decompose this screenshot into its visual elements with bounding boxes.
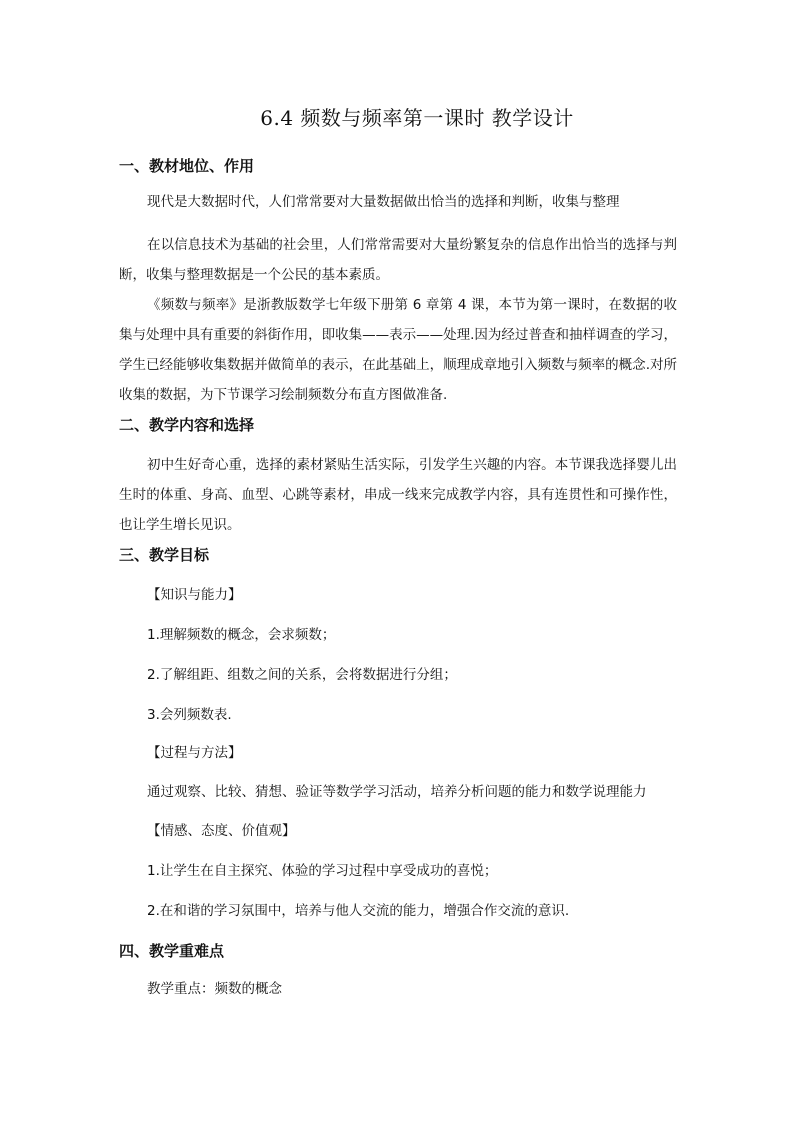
section-heading-3: 三、教学目标 (119, 546, 210, 564)
objective-line-5: 【过程与方法】 (147, 745, 242, 761)
objective-line-4: 3.会列频数表. (147, 707, 232, 723)
objective-line-2: 1.理解频数的概念，会求频数； (147, 627, 336, 643)
section-heading-1: 一、教材地位、作用 (119, 157, 255, 175)
section-2-paragraph-1: 初中生好奇心重，选择的素材紧贴生活实际，引发学生兴趣的内容。本节课我选择婴儿出生时的体重、身高、血型、心跳等素材，串成一线来完成教学内容，具有连贯性和可操作性，也让学生增长见识。 (119, 457, 677, 533)
key-point-line-1: 教学重点：频数的概念 (147, 981, 282, 997)
objective-line-9: 2.在和谐的学习氛围中，培养与他人交流的能力，增强合作交流的意识. (147, 903, 570, 919)
section-heading-2: 二、教学内容和选择 (119, 416, 255, 434)
objective-line-8: 1.让学生在自主探究、体验的学习过程中享受成功的喜悦； (147, 863, 498, 879)
objective-line-1: 【知识与能力】 (147, 587, 242, 603)
section-1-paragraph-2: 在以信息技术为基础的社会里，人们常常需要对大量纷繁复杂的信息作出恰当的选择与判断，收集与整理数据是一个公民的基本素质。 (119, 237, 677, 283)
section-1-paragraph-3: 《频数与频率》是浙教版数学七年级下册第 6 章第 4 课，本节为第一课时，在数据的收集与处理中具有重要的斜街作用，即收集——表示——处理.因为经过普查和抽样调查的学习，学生已经能够收集数据并做简单的表示，在此基础上，顺理成章地引入频数与频率的概念.对所收集的数据，为下节课学习绘制频数分布直方图做准备. (119, 297, 677, 403)
objective-line-3: 2.了解组距、组数之间的关系，会将数据进行分组； (147, 667, 457, 683)
objective-line-7: 【情感、态度、价值观】 (147, 823, 296, 839)
objective-line-6: 通过观察、比较、猜想、验证等数学学习活动，培养分析问题的能力和数学说理能力 (147, 784, 647, 800)
section-1-paragraph-1: 现代是大数据时代，人们常常要对大量数据做出恰当的选择和判断，收集与整理 (147, 194, 620, 210)
section-heading-4: 四、教学重难点 (119, 942, 225, 960)
document-title: 6.4 频数与频率第一课时 教学设计 (260, 106, 574, 130)
